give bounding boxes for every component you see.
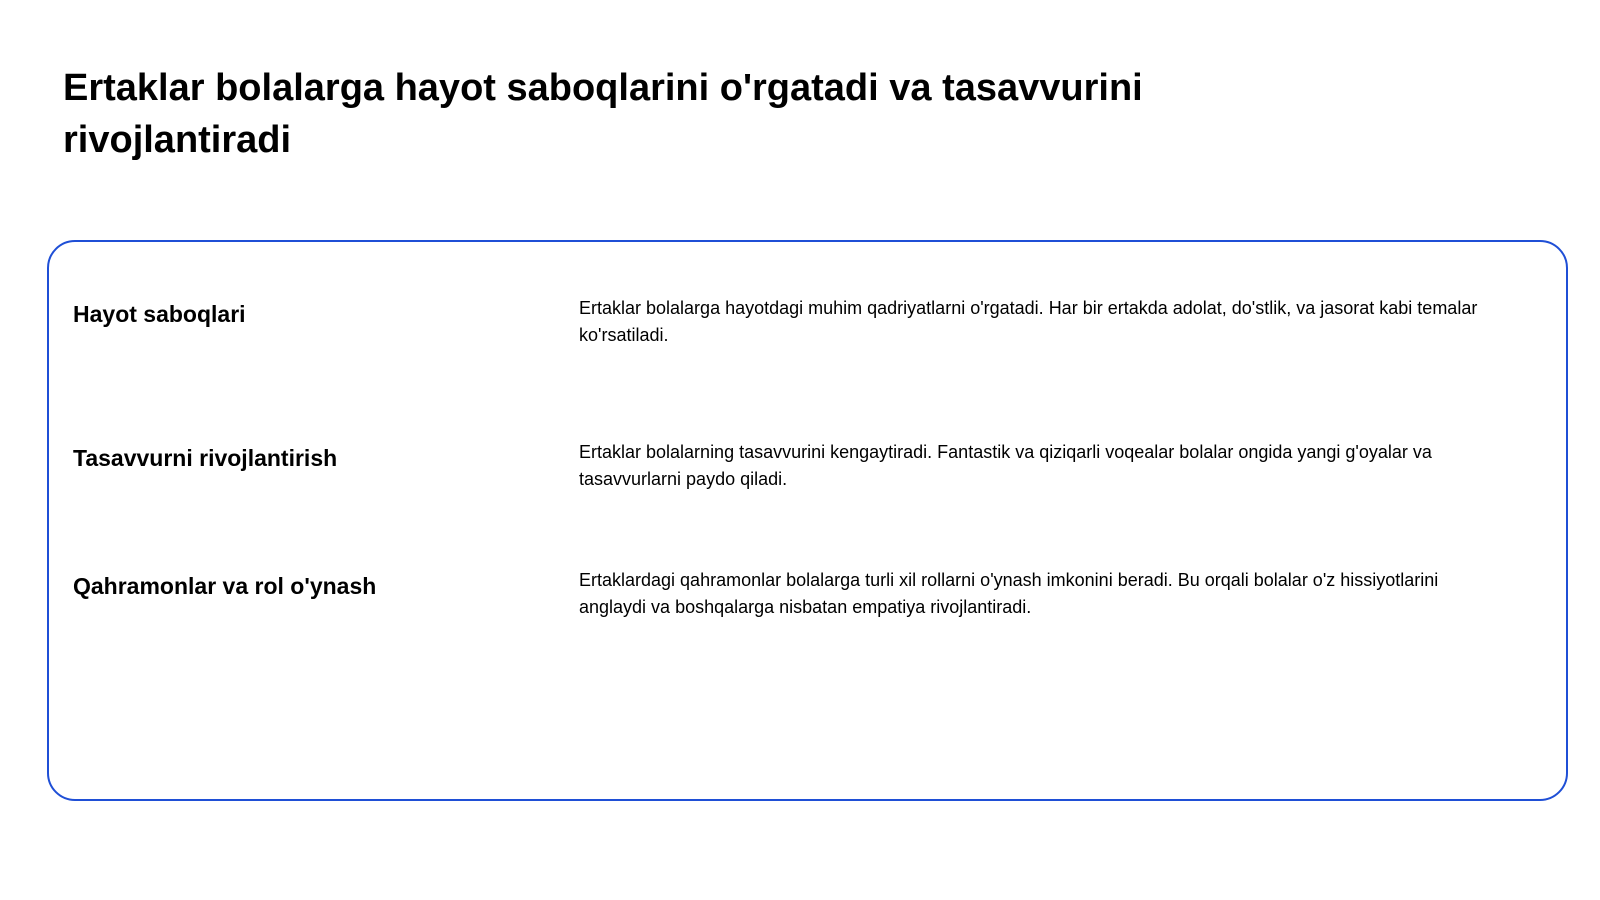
row-description: Ertaklar bolalarning tasavvurini kengaytiradi. Fantastik va qiziqarli voqealar bolalar ongida yangi g'oyalar va tasavvurlarni paydo qiladi.	[579, 442, 1432, 489]
row-description: Ertaklardagi qahramonlar bolalarga turli xil rollarni o'ynash imkonini beradi. Bu orqali bolalar o'z hissiyotlarini anglaydi va boshqalarga nisbatan empatiya rivojlantiradi.	[579, 570, 1439, 617]
row-label: Hayot saboqlari	[73, 301, 246, 327]
row-description: Ertaklar bolalarga hayotdagi muhim qadriyatlarni o'rgatadi. Har bir ertakda adolat, do'stlik, va jasorat kabi temalar ko'rsatiladi.	[579, 298, 1478, 345]
slide-title: Ertaklar bolalarga hayot saboqlarini o'rgatadi va tasavvurini rivojlantiradi	[63, 67, 1143, 161]
row-label: Qahramonlar va rol o'ynash	[73, 573, 377, 599]
content-box	[47, 240, 1568, 801]
row-label: Tasavvurni rivojlantirish	[73, 445, 338, 471]
